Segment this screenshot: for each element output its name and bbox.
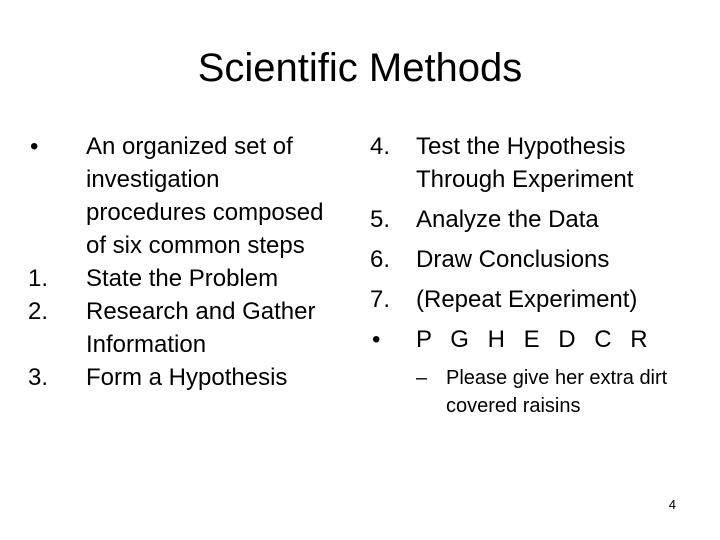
- list-item-text: An organized set of investigation procedures composed of six common steps: [86, 133, 324, 259]
- list-item: [28, 262, 346, 295]
- list-item: [370, 243, 705, 276]
- bullet-marker: •: [372, 326, 381, 353]
- list-item: [28, 295, 346, 361]
- list-item-text: Form a Hypothesis: [86, 364, 288, 391]
- step-number: 7.: [370, 286, 391, 313]
- mnemonic-letters: P G H E D C R: [416, 326, 654, 353]
- list-item-text: (Repeat Experiment): [416, 286, 638, 313]
- page-number: 4: [668, 497, 676, 512]
- list-item-text: Research and Gather Information: [86, 298, 316, 358]
- step-number: 6.: [370, 246, 391, 273]
- bullet-marker: •: [30, 133, 39, 160]
- list-item: [370, 323, 705, 356]
- list-item-text: Draw Conclusions: [416, 246, 610, 273]
- list-item-text: Analyze the Data: [416, 206, 599, 233]
- slide-title: Scientific Methods: [197, 46, 523, 90]
- list-item: [28, 130, 346, 262]
- list-item-text: Test the Hypothesis Through Experiment: [416, 133, 634, 193]
- left-column: [28, 130, 346, 394]
- step-number: 4.: [370, 133, 391, 160]
- dash-marker: –: [416, 367, 428, 389]
- step-number: 1.: [28, 265, 49, 292]
- step-number: 5.: [370, 206, 391, 233]
- list-item: [370, 203, 705, 236]
- step-number: 3.: [28, 364, 49, 391]
- list-item: [370, 130, 705, 196]
- sub-list-item: [416, 364, 705, 420]
- list-item-text: State the Problem: [86, 265, 279, 292]
- list-item: [28, 361, 346, 394]
- right-column: [370, 130, 705, 420]
- step-number: 2.: [28, 298, 49, 325]
- list-item: [370, 283, 705, 316]
- mnemonic-phrase: Please give her extra dirt covered raisins: [446, 367, 668, 417]
